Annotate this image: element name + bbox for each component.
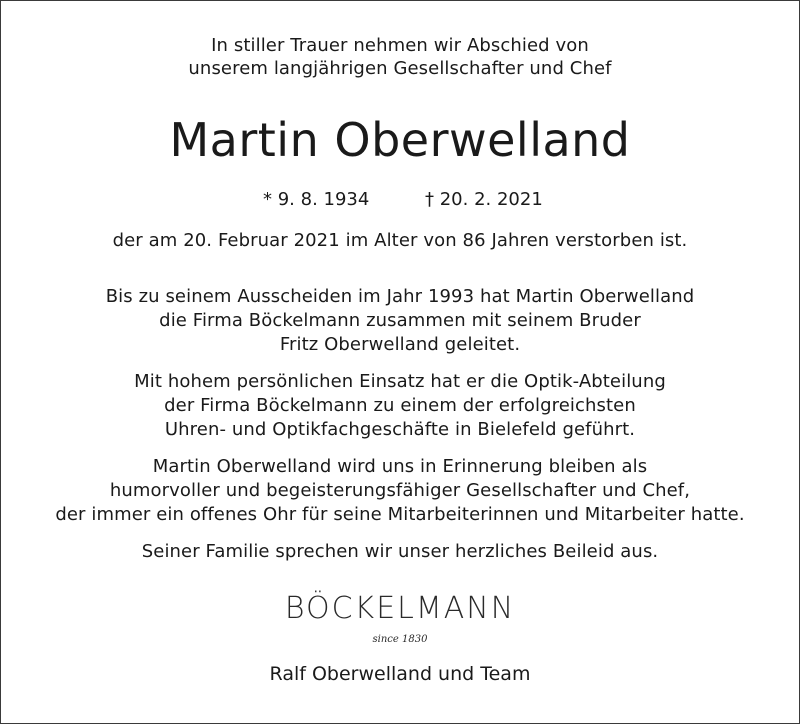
birth-date: * 9. 8. 1934 (263, 189, 370, 210)
death-date: † 20. 2. 2021 (425, 189, 543, 210)
intro-line-2: unserem langjährigen Gesellschafter und Chef (188, 58, 612, 79)
paragraph-3-line-3: der immer ein offenes Ohr für seine Mitarbeiterinnen und Mitarbeiter hatte. (55, 504, 745, 525)
paragraph-2-line-1: Mit hohem persönlichen Einsatz hat er die Optik-Abteilung (134, 371, 666, 392)
paragraph-1-line-3: Fritz Oberwelland geleitet. (279, 334, 521, 355)
paragraph-3-line-2: humorvoller und begeisterungsfähiger Gesellschafter und Chef, (109, 480, 691, 501)
death-note: der am 20. Februar 2021 im Alter von 86 Jahren verstorben ist. (112, 230, 688, 251)
intro-line-1: In stiller Trauer nehmen wir Abschied von (211, 35, 589, 56)
company-logo: BÖCKELMANN (284, 591, 516, 626)
paragraph-2-line-3: Uhren- und Optikfachgeschäfte in Bielefeld geführt. (164, 419, 636, 440)
paragraph-3-line-1: Martin Oberwelland wird uns in Erinnerung bleiben als (152, 456, 648, 477)
company-tagline: since 1830 (372, 634, 428, 645)
signature: Ralf Oberwelland und Team (269, 663, 531, 685)
deceased-name: Martin Oberwelland (169, 113, 631, 167)
paragraph-2-line-2: der Firma Böckelmann zu einem der erfolgreichsten (164, 395, 636, 416)
paragraph-4-line-1: Seiner Familie sprechen wir unser herzliches Beileid aus. (141, 541, 659, 562)
paragraph-1-line-1: Bis zu seinem Ausscheiden im Jahr 1993 hat Martin Oberwelland (105, 286, 695, 307)
life-dates (0, 189, 800, 211)
paragraph-1-line-2: die Firma Böckelmann zusammen mit seinem Bruder (159, 310, 641, 331)
